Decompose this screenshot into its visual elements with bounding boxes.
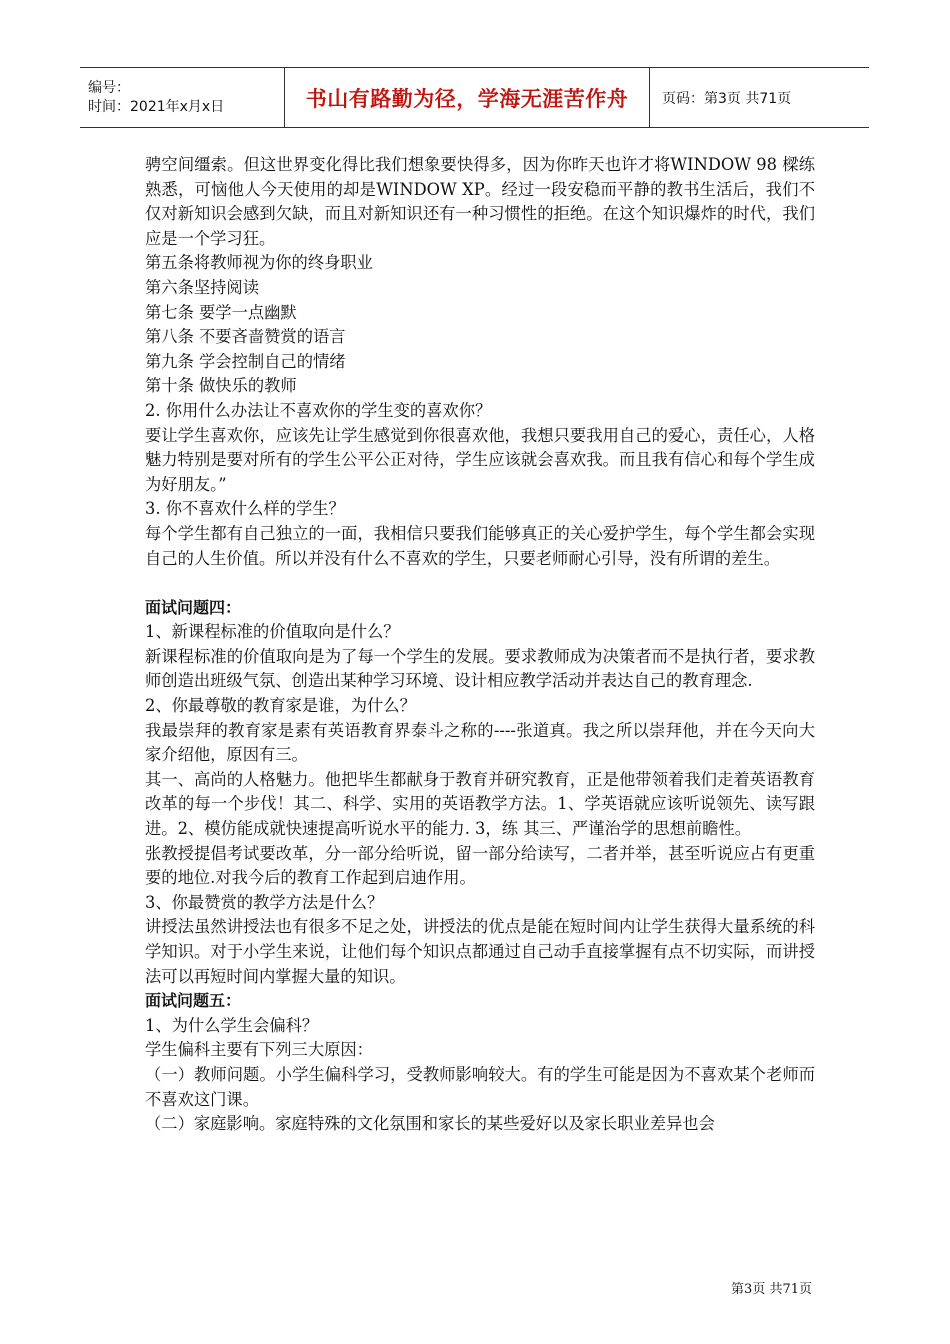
question: 3. 你不喜欢什么样的学生？ [145, 499, 345, 519]
answer: （一）教师问题。小学生偏科学习，受教师影响较大。有的学生可能是因为不喜欢某个老师而不喜欢这门课。 [145, 1064, 815, 1109]
rule-item: 第六条坚持阅读 [145, 277, 259, 297]
question: 1、新课程标准的价值取向是什么？ [145, 622, 400, 642]
answer: 我最崇拜的教育家是素有英语教育界泰斗之称的----张道真。我之所以崇拜他，并在今天向大家介绍他，原因有三。 [145, 720, 815, 765]
header-meta [80, 68, 284, 127]
question: 1、为什么学生会偏科？ [145, 1015, 319, 1035]
header-page-label: 页码：第3页 共71页 [662, 90, 792, 107]
rule-item: 第八条 不要吝啬赞赏的语言 [145, 327, 346, 347]
header-motto-cell [284, 68, 650, 127]
answer: 其一、高尚的人格魅力。他把毕生都献身于教育并研究教育，正是他带领着我们走着英语教育改革的每一个步伐！其二、科学、实用的英语教学方法。1、学英语就应该听说领先、读写跟进。2、模仿能成就快速提高听说水平的能力. 3，练 其三、严谨治学的思想前瞻性。 [145, 769, 815, 839]
question: 3、你最赞赏的教学方法是什么？ [145, 892, 384, 912]
section-heading: 面试问题五： [145, 991, 242, 1011]
paragraph: 骋空间缰索。但这世界变化得比我们想象要快得多，因为你昨天也许才将WINDOW 98 樑练熟悉，可恼他人今天使用的却是WINDOW XP。经过一段安稳而平静的教书生活后，我们不仅对新知识会感到欠缺，而且对新知识还有一种习惯性的拒绝。在这个知识爆炸的时代，我们应是一个学习狂。 [145, 155, 815, 248]
rule-item: 第七条 要学一点幽默 [145, 302, 297, 322]
page-header [80, 67, 869, 128]
rule-item: 第十条 做快乐的教师 [145, 376, 297, 396]
rule-item: 第五条将教师视为你的终身职业 [145, 253, 373, 273]
answer: 新课程标准的价值取向是为了每一个学生的发展。要求教师成为决策者而不是执行者，要求教师创造出班级气氛、创造出某种学习环境、设计相应教学活动并表达自己的教育理念. [145, 646, 815, 691]
answer: 学生偏科主要有下列三大原因： [145, 1040, 373, 1060]
answer: 讲授法虽然讲授法也有很多不足之处，讲授法的优点是能在短时间内让学生获得大量系统的科学知识。对于小学生来说，让他们每个知识点都通过自己动手直接掌握有点不切实际，而讲授法可以再短时间内掌握大量的知识。 [145, 917, 815, 986]
answer: （二）家庭影响。家庭特殊的文化氛围和家长的某些爱好以及家长职业差异也会 [145, 1114, 715, 1134]
page-footer: 第3页 共71页 [731, 1282, 812, 1297]
answer: 张教授提倡考试要改革，分一部分给听说，留一部分给读写，二者并举，甚至听说应占有更重要的地位.对我今后的教育工作起到启迪作用。 [145, 843, 815, 888]
question: 2、你最尊敬的教育家是谁，为什么？ [145, 696, 416, 716]
number-label: 编号： [88, 79, 130, 96]
rule-item: 第九条 学会控制自己的情绪 [145, 351, 346, 371]
blank-line [145, 571, 815, 596]
section-heading: 面试问题四： [145, 597, 242, 617]
answer: 每个学生都有自己独立的一面，我相信只要我们能够真正的关心爱护学生，每个学生都会实现自己的人生价值。所以并没有什么不喜欢的学生，只要老师耐心引导，没有所谓的差生。 [145, 523, 815, 568]
question: 2. 你用什么办法让不喜欢你的学生变的喜欢你？ [145, 400, 492, 420]
header-page-cell [650, 68, 869, 127]
answer: 要让学生喜欢你，应该先让学生感觉到你很喜欢他，我想只要我用自己的爱心，责任心，人格魅力特别是要对所有的学生公平公正对待，学生应该就会喜欢我。而且我有信心和每个学生成为好朋友。” [145, 425, 815, 494]
document-body [145, 153, 815, 1137]
motto-text: 书山有路勤为径，学海无涯苦作舟 [305, 86, 629, 111]
date-label: 时间：2021年x月x日 [88, 98, 225, 115]
